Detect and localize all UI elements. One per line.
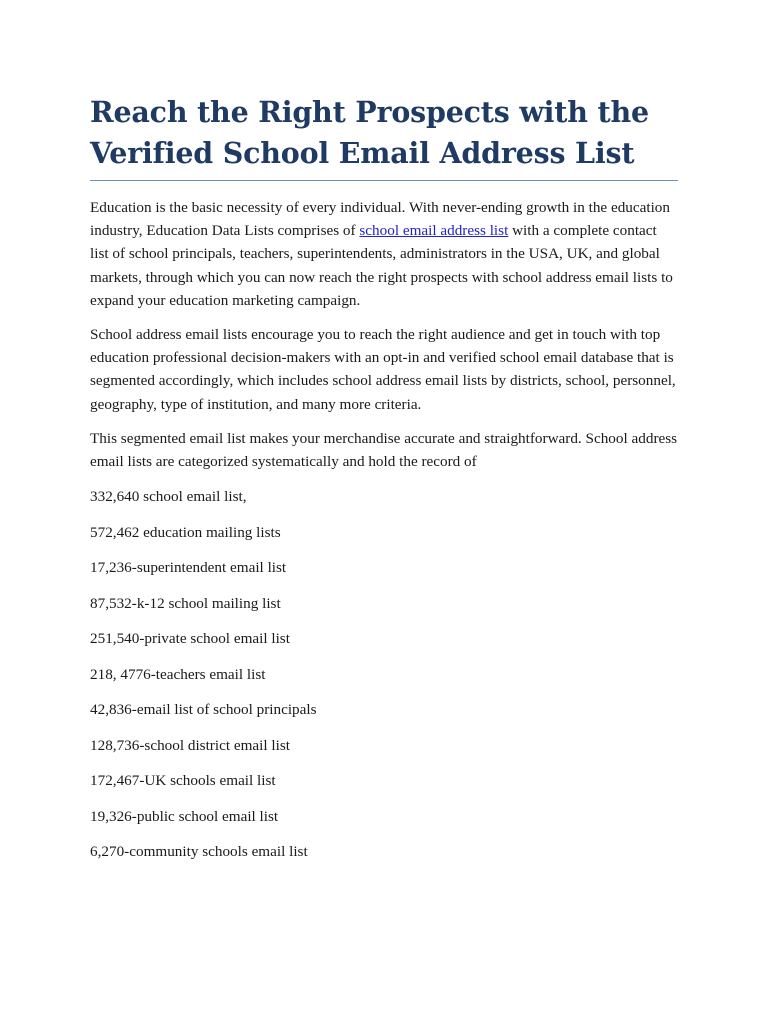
stats-list bbox=[90, 485, 678, 876]
list-item: 87,532-k-12 school mailing list bbox=[90, 594, 281, 612]
paragraph-audience: School address email lists encourage you to reach the right audience and get in touch with top education professional decision-makers with an opt-in and verified school email database that is segmented accordingly, which includes school address email lists by districts, school, personnel, geography, type of institution, and many more criteria. bbox=[90, 326, 676, 413]
document-title bbox=[90, 92, 678, 181]
list-item: 572,462 education mailing lists bbox=[90, 523, 281, 541]
list-item: 42,836-email list of school principals bbox=[90, 701, 317, 719]
document-page bbox=[90, 92, 678, 876]
paragraph-intro-text-before-link: Education is the basic necessity of every individual. With never-ending growth in the education industry, Education Data Lists comprises of bbox=[90, 199, 670, 240]
list-item: 6,270-community schools email list bbox=[90, 843, 308, 861]
list-item: 17,236-superintendent email list bbox=[90, 559, 287, 577]
title-line-1: Reach the Right Prospects with the bbox=[90, 95, 649, 129]
list-item: 218, 4776-teachers email list bbox=[90, 665, 266, 683]
list-item: 172,467-UK schools email list bbox=[90, 772, 276, 790]
list-item: 19,326-public school email list bbox=[90, 807, 279, 825]
list-item: 128,736-school district email list bbox=[90, 736, 290, 754]
list-item: 251,540-private school email list bbox=[90, 630, 290, 648]
list-item: 332,640 school email list, bbox=[90, 488, 247, 506]
document-body bbox=[90, 196, 678, 876]
school-email-address-list-link[interactable]: school email address list bbox=[359, 222, 509, 240]
paragraph-intro bbox=[90, 196, 678, 312]
paragraph-segmented: This segmented email list makes your merchandise accurate and straightforward. School address email lists are categorized systematically and hold the record of bbox=[90, 429, 678, 471]
paragraph-intro-text-after-link: with a complete contact list of school principals, teachers, superintendents, administrators in the USA, UK, and global markets, through which you can now reach the right prospects with school address email lists to expand your education marketing campaign. bbox=[90, 222, 673, 309]
title-line-2: Verified School Email Address List bbox=[90, 136, 635, 170]
